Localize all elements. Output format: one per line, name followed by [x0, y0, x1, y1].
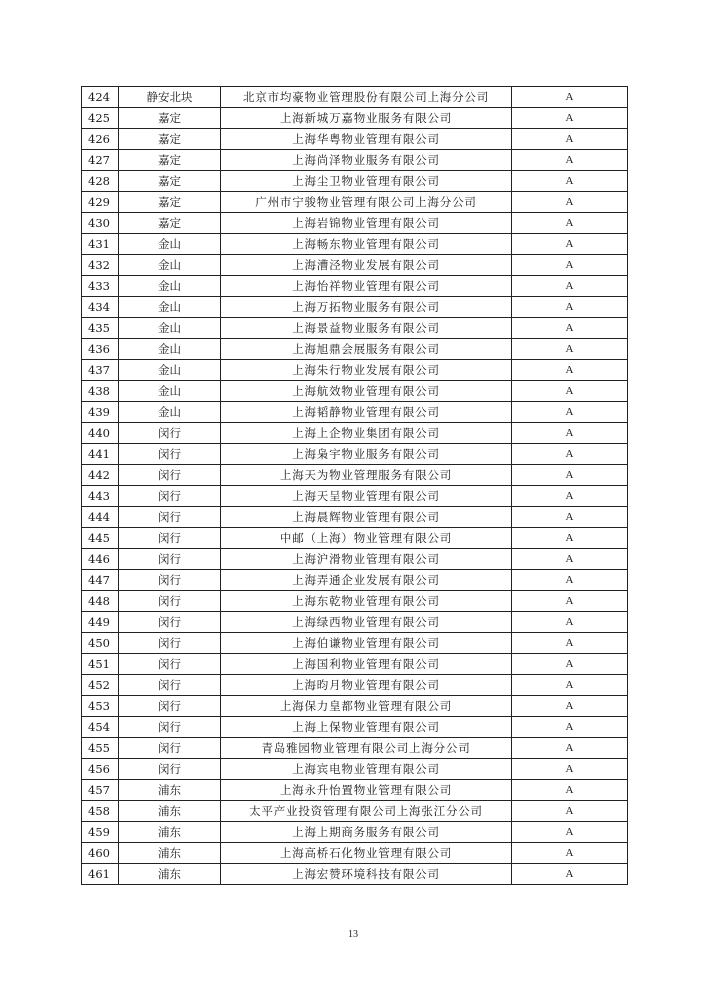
table-row: [82, 528, 628, 549]
table-row: [82, 360, 628, 381]
district-cell: 金山: [119, 318, 221, 339]
company-name-cell: 上海畅东物业管理有限公司: [221, 234, 512, 255]
district-cell: 金山: [119, 339, 221, 360]
district-cell: 金山: [119, 297, 221, 318]
table-row: [82, 171, 628, 192]
district-cell: 闵行: [119, 444, 221, 465]
grade-cell: A: [512, 780, 628, 801]
company-name-cell: 上海沪滑物业管理有限公司: [221, 549, 512, 570]
row-number-cell: 448: [82, 591, 119, 612]
company-name-cell: 上海高桥石化物业管理有限公司: [221, 843, 512, 864]
grade-cell: A: [512, 423, 628, 444]
grade-cell: A: [512, 822, 628, 843]
table-row: [82, 465, 628, 486]
company-name-cell: 上海晨辉物业管理有限公司: [221, 507, 512, 528]
grade-cell: A: [512, 633, 628, 654]
company-name-cell: 上海天为物业管理服务有限公司: [221, 465, 512, 486]
row-number-cell: 458: [82, 801, 119, 822]
district-cell: 嘉定: [119, 171, 221, 192]
table-row: [82, 633, 628, 654]
district-cell: 金山: [119, 234, 221, 255]
district-cell: 嘉定: [119, 213, 221, 234]
row-number-cell: 425: [82, 108, 119, 129]
row-number-cell: 452: [82, 675, 119, 696]
table-row: [82, 129, 628, 150]
district-cell: 闵行: [119, 549, 221, 570]
row-number-cell: 453: [82, 696, 119, 717]
grade-cell: A: [512, 87, 628, 108]
grade-cell: A: [512, 465, 628, 486]
grade-cell: A: [512, 213, 628, 234]
row-number-cell: 435: [82, 318, 119, 339]
district-cell: 闵行: [119, 570, 221, 591]
table-row: [82, 717, 628, 738]
table-row: [82, 759, 628, 780]
company-name-cell: 上海岩锦物业管理有限公司: [221, 213, 512, 234]
company-name-cell: 上海枭宇物业服务有限公司: [221, 444, 512, 465]
row-number-cell: 439: [82, 402, 119, 423]
row-number-cell: 431: [82, 234, 119, 255]
company-name-cell: 上海旭鼎会展服务有限公司: [221, 339, 512, 360]
table-row: [82, 612, 628, 633]
grade-cell: A: [512, 507, 628, 528]
district-cell: 嘉定: [119, 108, 221, 129]
company-name-cell: 上海新城万嘉物业服务有限公司: [221, 108, 512, 129]
table-row: [82, 696, 628, 717]
district-cell: 闵行: [119, 633, 221, 654]
grade-cell: A: [512, 528, 628, 549]
table-row: [82, 444, 628, 465]
company-name-cell: 上海上企物业集团有限公司: [221, 423, 512, 444]
table-row: [82, 801, 628, 822]
company-name-cell: 上海上保物业管理有限公司: [221, 717, 512, 738]
table-row: [82, 822, 628, 843]
company-name-cell: 上海尚泽物业服务有限公司: [221, 150, 512, 171]
table-row: [82, 402, 628, 423]
grade-cell: A: [512, 864, 628, 885]
page-number: 13: [348, 929, 358, 940]
district-cell: 浦东: [119, 822, 221, 843]
row-number-cell: 427: [82, 150, 119, 171]
grade-cell: A: [512, 318, 628, 339]
district-cell: 闵行: [119, 528, 221, 549]
table-row: [82, 738, 628, 759]
row-number-cell: 436: [82, 339, 119, 360]
grade-cell: A: [512, 171, 628, 192]
district-cell: 浦东: [119, 843, 221, 864]
company-name-cell: 上海漕泾物业发展有限公司: [221, 255, 512, 276]
row-number-cell: 456: [82, 759, 119, 780]
grade-cell: A: [512, 486, 628, 507]
row-number-cell: 437: [82, 360, 119, 381]
district-cell: 嘉定: [119, 129, 221, 150]
row-number-cell: 440: [82, 423, 119, 444]
company-name-cell: 上海万拓物业服务有限公司: [221, 297, 512, 318]
table-row: [82, 423, 628, 444]
company-name-cell: 上海绿西物业管理有限公司: [221, 612, 512, 633]
table-row: [82, 255, 628, 276]
grade-cell: A: [512, 444, 628, 465]
district-cell: 闵行: [119, 696, 221, 717]
row-number-cell: 445: [82, 528, 119, 549]
row-number-cell: 442: [82, 465, 119, 486]
grade-cell: A: [512, 339, 628, 360]
district-cell: 金山: [119, 402, 221, 423]
table-row: [82, 276, 628, 297]
table-row: [82, 654, 628, 675]
company-name-cell: 上海永升怡置物业管理有限公司: [221, 780, 512, 801]
row-number-cell: 459: [82, 822, 119, 843]
row-number-cell: 457: [82, 780, 119, 801]
company-name-cell: 广州市宁骏物业管理有限公司上海分公司: [221, 192, 512, 213]
row-number-cell: 446: [82, 549, 119, 570]
district-cell: 闵行: [119, 612, 221, 633]
row-number-cell: 449: [82, 612, 119, 633]
table-row: [82, 234, 628, 255]
district-cell: 闵行: [119, 465, 221, 486]
company-name-cell: 青岛雅园物业管理有限公司上海分公司: [221, 738, 512, 759]
district-cell: 金山: [119, 360, 221, 381]
district-cell: 嘉定: [119, 192, 221, 213]
company-name-cell: 上海保力皇都物业管理有限公司: [221, 696, 512, 717]
company-name-cell: 上海朱行物业发展有限公司: [221, 360, 512, 381]
table-row: [82, 297, 628, 318]
company-name-cell: 上海昀月物业管理有限公司: [221, 675, 512, 696]
row-number-cell: 450: [82, 633, 119, 654]
company-name-cell: 上海国利物业管理有限公司: [221, 654, 512, 675]
row-number-cell: 430: [82, 213, 119, 234]
table-row: [82, 318, 628, 339]
row-number-cell: 444: [82, 507, 119, 528]
grade-cell: A: [512, 549, 628, 570]
grade-cell: A: [512, 654, 628, 675]
grade-cell: A: [512, 717, 628, 738]
row-number-cell: 428: [82, 171, 119, 192]
district-cell: 金山: [119, 381, 221, 402]
grade-cell: A: [512, 255, 628, 276]
row-number-cell: 461: [82, 864, 119, 885]
district-cell: 静安北块: [119, 87, 221, 108]
grade-cell: A: [512, 192, 628, 213]
grade-cell: A: [512, 843, 628, 864]
district-cell: 浦东: [119, 780, 221, 801]
grade-cell: A: [512, 360, 628, 381]
table-row: [82, 213, 628, 234]
company-name-cell: 中邮（上海）物业管理有限公司: [221, 528, 512, 549]
table-row: [82, 381, 628, 402]
row-number-cell: 454: [82, 717, 119, 738]
grade-cell: A: [512, 108, 628, 129]
district-cell: 闵行: [119, 759, 221, 780]
table-row: [82, 507, 628, 528]
table-row: [82, 486, 628, 507]
table-row: [82, 87, 628, 108]
company-name-cell: 上海宏赞环境科技有限公司: [221, 864, 512, 885]
district-cell: 闵行: [119, 423, 221, 444]
table-row: [82, 192, 628, 213]
row-number-cell: 433: [82, 276, 119, 297]
grade-cell: A: [512, 381, 628, 402]
grade-cell: A: [512, 276, 628, 297]
row-number-cell: 438: [82, 381, 119, 402]
company-name-cell: 太平产业投资管理有限公司上海张江分公司: [221, 801, 512, 822]
row-number-cell: 460: [82, 843, 119, 864]
company-name-cell: 上海华粤物业管理有限公司: [221, 129, 512, 150]
company-name-cell: 上海天呈物业管理有限公司: [221, 486, 512, 507]
district-cell: 金山: [119, 255, 221, 276]
grade-cell: A: [512, 234, 628, 255]
grade-cell: A: [512, 402, 628, 423]
company-name-cell: 上海弄通企业发展有限公司: [221, 570, 512, 591]
grade-cell: A: [512, 591, 628, 612]
district-cell: 闵行: [119, 675, 221, 696]
company-name-cell: 上海航效物业管理有限公司: [221, 381, 512, 402]
grade-cell: A: [512, 696, 628, 717]
table-row: [82, 591, 628, 612]
table-row: [82, 108, 628, 129]
district-cell: 金山: [119, 276, 221, 297]
company-name-cell: 上海宾电物业管理有限公司: [221, 759, 512, 780]
table-row: [82, 780, 628, 801]
company-name-cell: 上海景益物业服务有限公司: [221, 318, 512, 339]
grade-cell: A: [512, 150, 628, 171]
grade-cell: A: [512, 675, 628, 696]
row-number-cell: 429: [82, 192, 119, 213]
district-cell: 浦东: [119, 864, 221, 885]
company-name-cell: 上海尘卫物业管理有限公司: [221, 171, 512, 192]
table-row: [82, 150, 628, 171]
row-number-cell: 426: [82, 129, 119, 150]
district-cell: 闵行: [119, 486, 221, 507]
table-row: [82, 339, 628, 360]
district-cell: 嘉定: [119, 150, 221, 171]
row-number-cell: 432: [82, 255, 119, 276]
company-name-cell: 上海东乾物业管理有限公司: [221, 591, 512, 612]
district-cell: 闵行: [119, 507, 221, 528]
row-number-cell: 455: [82, 738, 119, 759]
company-name-cell: 上海韬静物业管理有限公司: [221, 402, 512, 423]
table-row: [82, 549, 628, 570]
company-name-cell: 上海上期商务服务有限公司: [221, 822, 512, 843]
grade-cell: A: [512, 759, 628, 780]
grade-cell: A: [512, 738, 628, 759]
district-cell: 闵行: [119, 717, 221, 738]
company-name-cell: 上海怡祥物业管理有限公司: [221, 276, 512, 297]
grade-cell: A: [512, 612, 628, 633]
table-row: [82, 675, 628, 696]
grade-cell: A: [512, 297, 628, 318]
grade-cell: A: [512, 801, 628, 822]
district-cell: 闵行: [119, 738, 221, 759]
company-name-cell: 上海伯谦物业管理有限公司: [221, 633, 512, 654]
table-row: [82, 864, 628, 885]
row-number-cell: 441: [82, 444, 119, 465]
district-cell: 闵行: [119, 654, 221, 675]
row-number-cell: 447: [82, 570, 119, 591]
row-number-cell: 451: [82, 654, 119, 675]
row-number-cell: 434: [82, 297, 119, 318]
table-body: [82, 87, 628, 885]
company-rating-table: [81, 86, 628, 885]
district-cell: 闵行: [119, 591, 221, 612]
row-number-cell: 443: [82, 486, 119, 507]
row-number-cell: 424: [82, 87, 119, 108]
grade-cell: A: [512, 570, 628, 591]
grade-cell: A: [512, 129, 628, 150]
table-row: [82, 843, 628, 864]
table-row: [82, 570, 628, 591]
district-cell: 浦东: [119, 801, 221, 822]
company-name-cell: 北京市均豪物业管理股份有限公司上海分公司: [221, 87, 512, 108]
